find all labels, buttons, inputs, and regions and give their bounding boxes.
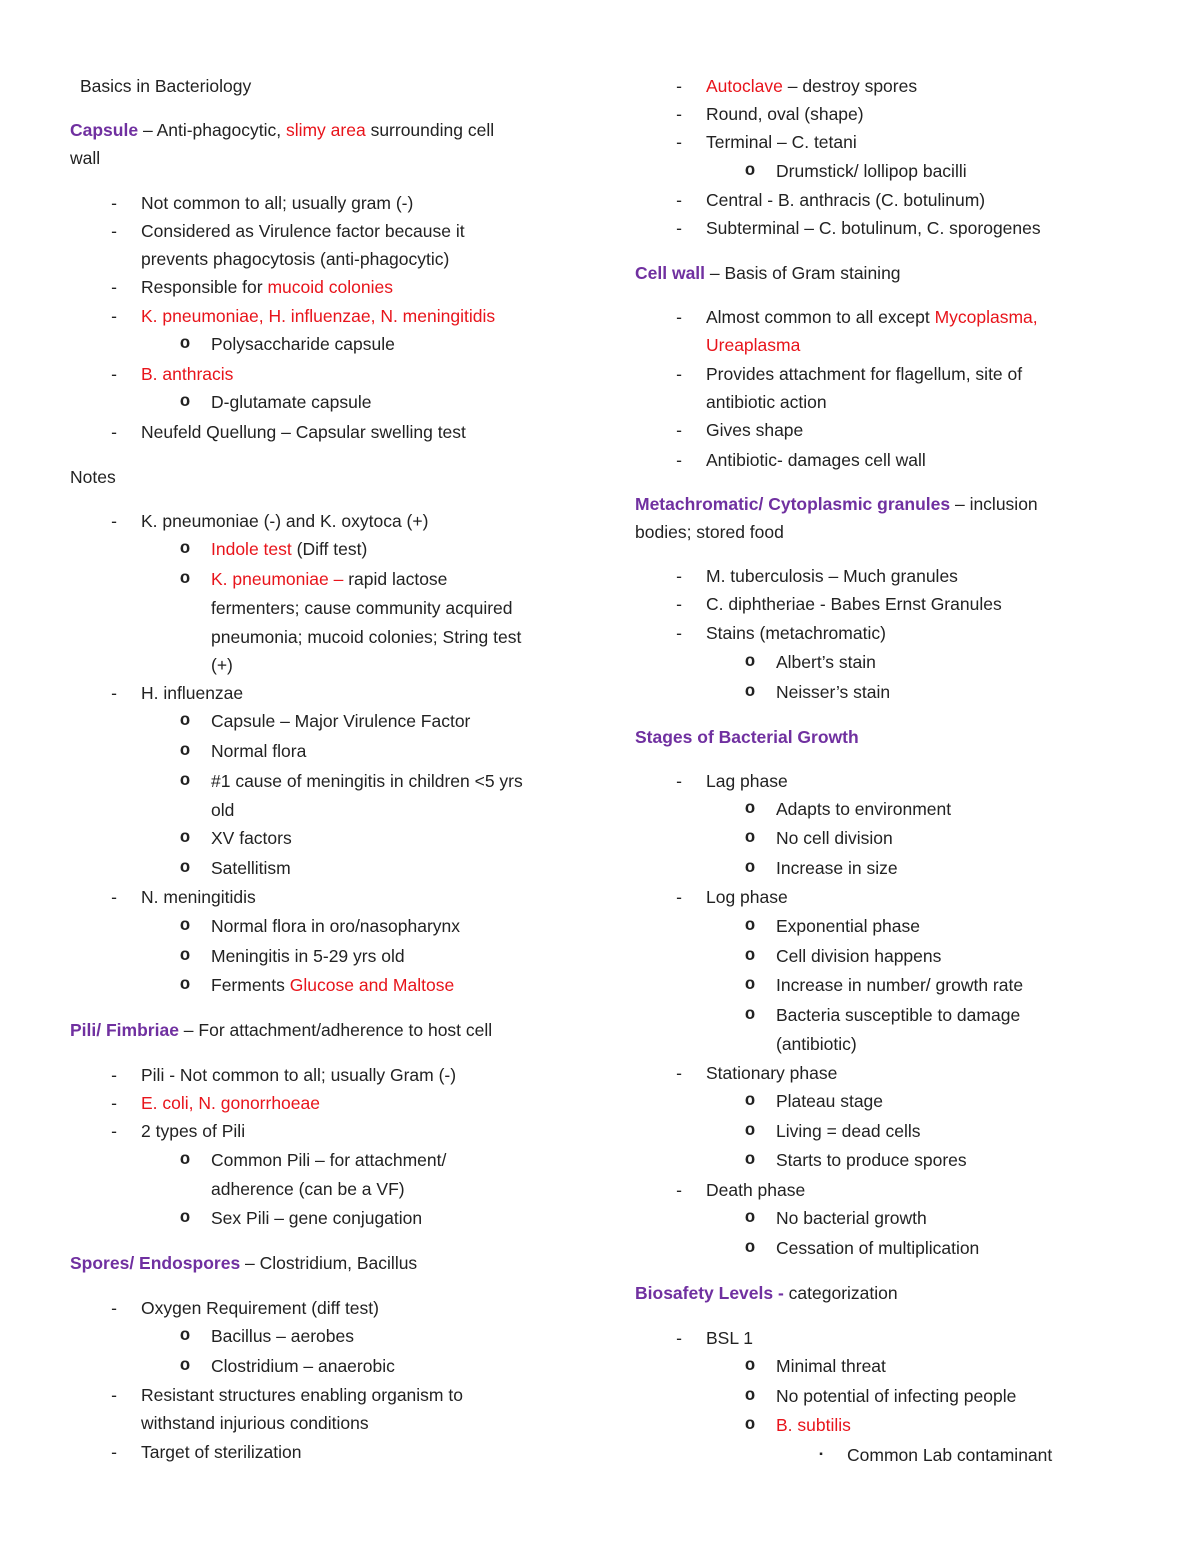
spores-heading-line: Spores/ Endospores – Clostridium, Bacillus	[70, 1253, 418, 1273]
pili-heading: Pili/ Fimbriae	[70, 1020, 179, 1040]
capsule-heading: Capsule	[70, 120, 139, 140]
growth-heading-line	[635, 725, 859, 749]
cellwall-heading: Cell wall	[635, 263, 706, 283]
list-item-cont: Ureaplasma	[706, 335, 801, 355]
document-page: Basics in Bacteriology Capsule – Anti-phagocytic, slimy area surrounding cell wall - Not common to all; usually gram (-) - Considered as Virulence factor because it prevents phagocytosis (anti-phagocytic) - Responsible for mucoid colonies - K. pneumoniae, H. influenzae, N. meningitidis o Polysaccharide capsule - B. anthracis o D-glutamate capsule - Neufeld Quellung – Capsular swelling test Notes - K. pneumoniae (-) and K. oxytoca (+) o Indole test (Diff test) o K. pneumoniae – rapid lactose fermenters; cause community acquired pneumonia; mucoid colonies; String test (+) - H. influenzae o Capsule – Major Virulence Factor o Normal flora o #1 cause of meningitis in children <5 yrs old o XV factors o Satellitism - N. meningitidis o Normal flora in oro/nasopharynx o Meningitis in 5-29 yrs old o Ferments Glucose and Maltose Pili/ Fimbriae – For attachment/adherence to host cell - Pili - Not common to all; usually Gram (-) - E. coli, N. gonorrhoeae - 2 types of Pili o Common Pili – for attachment/ adherence (can be a VF) o Sex Pili – gene conjugation Spores/ Endospores – Clostridium, Bacillus - Oxygen Requirement (diff test) o Bacillus – aerobes o Clostridium – anaerobic - Resistant structures enabling organism to withstand injurious conditions - Target of sterilization - Autoclave – destroy spores - Round, oval (shape) - Terminal – C. tetani o Drumstick/ lollipop bacilli - Central - B. anthracis (C. botulinum) - Subterminal – C. botulinum, C. sporogenes Cell wall – Basis of Gram staining - Almost common to all except Mycoplasma, Ureaplasma - Provides attachment for flagellum, site of antibiotic action - Gives shape - Antibiotic- damages cell wall Metachromatic/ Cytoplasmic granules – inclusion bodies; stored food - M. tuberculosis – Much granules - C. diphtheriae - Babes Ernst Granules - Stains (metachromatic) o Albert’s stain o Neisser’s stain Stages of Bacterial Growth - Lag phase o Adapts to environment o No cell division o Increase in size - Log phase o Exponential phase o Cell division happens o Increase in number/ growth rate o Bacteria susceptible to damage (antibiotic) - Stationary phase o Plateau stage o Living = dead cells o Starts to produce spores - Death phase o No bacterial growth o Cessation of multiplication Biosafety Levels - categorization - BSL 1 o Minimal threat o No potential of infecting people o B. subtilis ▪ Common Lab contaminant	[70, 76, 1053, 1465]
growth-heading: Stages of Bacterial Growth	[635, 727, 859, 747]
list-item-cont: withstand injurious conditions	[141, 1413, 369, 1433]
sub-item-cont: fermenters; cause community acquired	[211, 598, 513, 618]
biosafety-heading: Biosafety Levels -	[635, 1283, 784, 1303]
metachromatic-heading: Metachromatic/ Cytoplasmic granules	[635, 494, 951, 514]
metachromatic-heading-line: Metachromatic/ Cytoplasmic granules – inclusion	[635, 494, 1038, 514]
sub-item-cont: pneumonia; mucoid colonies; String test	[211, 627, 522, 647]
metachromatic-heading-cont: bodies; stored food	[635, 522, 784, 542]
capsule-sep: – Anti-phagocytic,	[138, 120, 286, 140]
sub-item-cont: (antibiotic)	[776, 1034, 857, 1054]
spores-heading: Spores/ Endospores	[70, 1253, 241, 1273]
notes-heading: Notes	[70, 467, 116, 487]
biosafety-heading-line: Biosafety Levels - categorization	[635, 1283, 898, 1303]
sub-item-cont: old	[211, 800, 235, 820]
cellwall-heading-line: Cell wall – Basis of Gram staining	[635, 263, 901, 283]
sub-item-cont: adherence (can be a VF)	[211, 1179, 405, 1199]
capsule-rest: surrounding cell	[365, 120, 495, 140]
capsule-heading-cont: wall	[70, 148, 101, 168]
sub-item-cont: (+)	[211, 655, 233, 675]
square-bullet-icon: ▪	[819, 1449, 823, 1460]
pili-heading-line: Pili/ Fimbriae – For attachment/adherence to host cell	[70, 1020, 493, 1040]
capsule-heading-line	[70, 118, 494, 142]
page-title: Basics in Bacteriology	[80, 76, 252, 96]
list-item-cont: prevents phagocytosis (anti-phagocytic)	[141, 249, 450, 269]
capsule-red: slimy area	[285, 120, 366, 140]
list-item-cont: antibiotic action	[706, 392, 827, 412]
